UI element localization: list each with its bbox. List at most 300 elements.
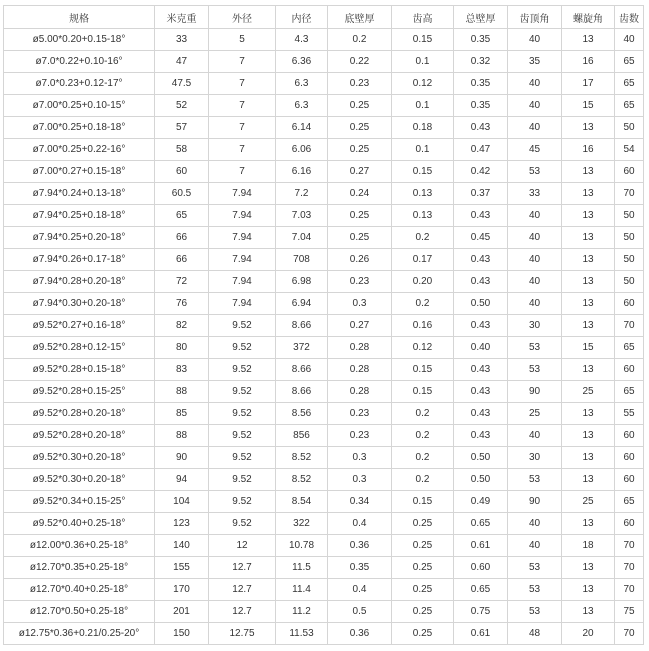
cell-tooth-height: 0.2 — [392, 403, 454, 425]
cell-inner-diameter: 11.2 — [276, 601, 328, 623]
cell-tooth-height: 0.2 — [392, 425, 454, 447]
cell-helix-angle: 13 — [562, 403, 615, 425]
cell-bottom-wall-thickness: 0.23 — [328, 425, 392, 447]
cell-tooth-apex-angle: 90 — [508, 491, 562, 513]
cell-bottom-wall-thickness: 0.3 — [328, 447, 392, 469]
cell-bottom-wall-thickness: 0.22 — [328, 51, 392, 73]
cell-tooth-apex-angle: 40 — [508, 29, 562, 51]
cell-total-wall-thickness: 0.65 — [454, 513, 508, 535]
cell-outer-diameter: 5 — [209, 29, 276, 51]
table-row — [4, 73, 644, 95]
cell-total-wall-thickness: 0.42 — [454, 161, 508, 183]
table-row — [4, 623, 644, 645]
cell-outer-diameter: 12.7 — [209, 601, 276, 623]
cell-bottom-wall-thickness: 0.27 — [328, 315, 392, 337]
cell-inner-diameter: 6.14 — [276, 117, 328, 139]
cell-spec: ø12.70*0.35+0.25-18° — [4, 557, 155, 579]
cell-helix-angle: 13 — [562, 315, 615, 337]
table-row — [4, 249, 644, 271]
cell-helix-angle: 13 — [562, 601, 615, 623]
cell-spec: ø7.94*0.25+0.20-18° — [4, 227, 155, 249]
cell-inner-diameter: 4.3 — [276, 29, 328, 51]
cell-inner-diameter: 8.66 — [276, 381, 328, 403]
cell-tooth-count: 50 — [615, 227, 644, 249]
cell-tooth-height: 0.12 — [392, 73, 454, 95]
cell-weight-per-meter: 155 — [155, 557, 209, 579]
cell-helix-angle: 16 — [562, 139, 615, 161]
table-row — [4, 51, 644, 73]
cell-tooth-apex-angle: 53 — [508, 557, 562, 579]
cell-tooth-height: 0.18 — [392, 117, 454, 139]
cell-tooth-count: 54 — [615, 139, 644, 161]
cell-tooth-count: 65 — [615, 73, 644, 95]
table-row — [4, 491, 644, 513]
cell-tooth-apex-angle: 45 — [508, 139, 562, 161]
cell-tooth-count: 60 — [615, 359, 644, 381]
cell-inner-diameter: 8.66 — [276, 359, 328, 381]
cell-total-wall-thickness: 0.43 — [454, 381, 508, 403]
cell-tooth-height: 0.2 — [392, 469, 454, 491]
cell-inner-diameter: 6.36 — [276, 51, 328, 73]
cell-total-wall-thickness: 0.32 — [454, 51, 508, 73]
cell-tooth-height: 0.13 — [392, 183, 454, 205]
cell-tooth-height: 0.16 — [392, 315, 454, 337]
cell-tooth-height: 0.25 — [392, 579, 454, 601]
cell-tooth-apex-angle: 40 — [508, 95, 562, 117]
cell-spec: ø7.94*0.28+0.20-18° — [4, 271, 155, 293]
cell-weight-per-meter: 66 — [155, 227, 209, 249]
cell-bottom-wall-thickness: 0.28 — [328, 359, 392, 381]
cell-inner-diameter: 8.56 — [276, 403, 328, 425]
cell-total-wall-thickness: 0.75 — [454, 601, 508, 623]
cell-outer-diameter: 7.94 — [209, 205, 276, 227]
cell-outer-diameter: 7 — [209, 73, 276, 95]
cell-tooth-count: 40 — [615, 29, 644, 51]
cell-weight-per-meter: 140 — [155, 535, 209, 557]
cell-helix-angle: 13 — [562, 161, 615, 183]
cell-tooth-count: 65 — [615, 337, 644, 359]
cell-tooth-apex-angle: 53 — [508, 601, 562, 623]
table-row — [4, 513, 644, 535]
cell-tooth-height: 0.15 — [392, 161, 454, 183]
cell-spec: ø9.52*0.28+0.12-15° — [4, 337, 155, 359]
table-row — [4, 601, 644, 623]
cell-helix-angle: 13 — [562, 29, 615, 51]
cell-total-wall-thickness: 0.50 — [454, 447, 508, 469]
cell-bottom-wall-thickness: 0.25 — [328, 205, 392, 227]
cell-tooth-count: 50 — [615, 205, 644, 227]
cell-outer-diameter: 9.52 — [209, 381, 276, 403]
cell-inner-diameter: 8.66 — [276, 315, 328, 337]
cell-helix-angle: 16 — [562, 51, 615, 73]
cell-weight-per-meter: 85 — [155, 403, 209, 425]
header-bottom-wall-thickness: 底壁厚 — [328, 6, 392, 29]
cell-spec: ø9.52*0.30+0.20-18° — [4, 469, 155, 491]
cell-tooth-height: 0.15 — [392, 491, 454, 513]
cell-weight-per-meter: 88 — [155, 425, 209, 447]
cell-total-wall-thickness: 0.47 — [454, 139, 508, 161]
cell-tooth-apex-angle: 35 — [508, 51, 562, 73]
cell-bottom-wall-thickness: 0.36 — [328, 623, 392, 645]
cell-total-wall-thickness: 0.43 — [454, 271, 508, 293]
cell-helix-angle: 13 — [562, 227, 615, 249]
cell-tooth-apex-angle: 53 — [508, 579, 562, 601]
cell-bottom-wall-thickness: 0.25 — [328, 227, 392, 249]
cell-tooth-count: 60 — [615, 161, 644, 183]
cell-bottom-wall-thickness: 0.5 — [328, 601, 392, 623]
header-row — [4, 6, 644, 29]
cell-inner-diameter: 11.5 — [276, 557, 328, 579]
cell-weight-per-meter: 76 — [155, 293, 209, 315]
cell-outer-diameter: 7 — [209, 139, 276, 161]
cell-bottom-wall-thickness: 0.23 — [328, 73, 392, 95]
cell-weight-per-meter: 60.5 — [155, 183, 209, 205]
cell-total-wall-thickness: 0.43 — [454, 205, 508, 227]
cell-inner-diameter: 6.98 — [276, 271, 328, 293]
header-inner-diameter: 内径 — [276, 6, 328, 29]
cell-weight-per-meter: 57 — [155, 117, 209, 139]
cell-bottom-wall-thickness: 0.23 — [328, 403, 392, 425]
cell-helix-angle: 13 — [562, 359, 615, 381]
table-row — [4, 271, 644, 293]
cell-weight-per-meter: 94 — [155, 469, 209, 491]
cell-bottom-wall-thickness: 0.24 — [328, 183, 392, 205]
table-row — [4, 381, 644, 403]
cell-helix-angle: 13 — [562, 205, 615, 227]
cell-tooth-count: 60 — [615, 447, 644, 469]
cell-tooth-apex-angle: 40 — [508, 513, 562, 535]
cell-helix-angle: 13 — [562, 249, 615, 271]
header-tooth-height: 齿高 — [392, 6, 454, 29]
cell-tooth-count: 50 — [615, 117, 644, 139]
cell-tooth-apex-angle: 30 — [508, 315, 562, 337]
header-tooth-apex-angle: 齿顶角 — [508, 6, 562, 29]
cell-spec: ø7.94*0.30+0.20-18° — [4, 293, 155, 315]
cell-weight-per-meter: 88 — [155, 381, 209, 403]
cell-outer-diameter: 9.52 — [209, 403, 276, 425]
cell-inner-diameter: 8.52 — [276, 447, 328, 469]
cell-helix-angle: 25 — [562, 381, 615, 403]
cell-tooth-height: 0.25 — [392, 513, 454, 535]
cell-weight-per-meter: 170 — [155, 579, 209, 601]
cell-spec: ø9.52*0.28+0.20-18° — [4, 403, 155, 425]
cell-outer-diameter: 9.52 — [209, 447, 276, 469]
cell-tooth-apex-angle: 90 — [508, 381, 562, 403]
cell-tooth-count: 70 — [615, 535, 644, 557]
cell-outer-diameter: 7.94 — [209, 271, 276, 293]
cell-inner-diameter: 11.4 — [276, 579, 328, 601]
cell-weight-per-meter: 150 — [155, 623, 209, 645]
cell-spec: ø9.52*0.27+0.16-18° — [4, 315, 155, 337]
cell-spec: ø7.94*0.26+0.17-18° — [4, 249, 155, 271]
cell-tooth-count: 50 — [615, 271, 644, 293]
cell-bottom-wall-thickness: 0.23 — [328, 271, 392, 293]
header-helix-angle: 螺旋角 — [562, 6, 615, 29]
cell-bottom-wall-thickness: 0.3 — [328, 469, 392, 491]
header-weight-per-meter: 米克重 — [155, 6, 209, 29]
cell-tooth-apex-angle: 40 — [508, 535, 562, 557]
table-row — [4, 557, 644, 579]
cell-outer-diameter: 7.94 — [209, 293, 276, 315]
cell-spec: ø12.75*0.36+0.21/0.25-20° — [4, 623, 155, 645]
cell-tooth-height: 0.25 — [392, 601, 454, 623]
cell-outer-diameter: 12 — [209, 535, 276, 557]
cell-weight-per-meter: 123 — [155, 513, 209, 535]
cell-tooth-height: 0.1 — [392, 139, 454, 161]
table-body — [4, 29, 644, 645]
header-total-wall-thickness: 总壁厚 — [454, 6, 508, 29]
cell-total-wall-thickness: 0.43 — [454, 315, 508, 337]
cell-weight-per-meter: 52 — [155, 95, 209, 117]
cell-inner-diameter: 6.3 — [276, 95, 328, 117]
cell-helix-angle: 15 — [562, 337, 615, 359]
table-row — [4, 227, 644, 249]
cell-tooth-height: 0.2 — [392, 293, 454, 315]
cell-bottom-wall-thickness: 0.4 — [328, 513, 392, 535]
table-row — [4, 359, 644, 381]
cell-outer-diameter: 7 — [209, 161, 276, 183]
cell-outer-diameter: 12.7 — [209, 557, 276, 579]
cell-weight-per-meter: 104 — [155, 491, 209, 513]
cell-tooth-count: 65 — [615, 51, 644, 73]
cell-tooth-apex-angle: 53 — [508, 337, 562, 359]
cell-bottom-wall-thickness: 0.35 — [328, 557, 392, 579]
cell-tooth-count: 60 — [615, 293, 644, 315]
cell-weight-per-meter: 33 — [155, 29, 209, 51]
cell-helix-angle: 13 — [562, 183, 615, 205]
cell-outer-diameter: 7.94 — [209, 183, 276, 205]
cell-tooth-count: 60 — [615, 469, 644, 491]
cell-helix-angle: 13 — [562, 469, 615, 491]
cell-weight-per-meter: 47.5 — [155, 73, 209, 95]
cell-tooth-apex-angle: 40 — [508, 293, 562, 315]
table-row — [4, 337, 644, 359]
cell-helix-angle: 13 — [562, 425, 615, 447]
cell-tooth-count: 60 — [615, 513, 644, 535]
cell-outer-diameter: 9.52 — [209, 491, 276, 513]
cell-total-wall-thickness: 0.37 — [454, 183, 508, 205]
table-row — [4, 117, 644, 139]
cell-helix-angle: 15 — [562, 95, 615, 117]
cell-tooth-apex-angle: 40 — [508, 117, 562, 139]
cell-bottom-wall-thickness: 0.25 — [328, 139, 392, 161]
table-row — [4, 425, 644, 447]
header-spec: 规格 — [4, 6, 155, 29]
cell-inner-diameter: 8.52 — [276, 469, 328, 491]
cell-tooth-height: 0.20 — [392, 271, 454, 293]
cell-inner-diameter: 7.03 — [276, 205, 328, 227]
cell-tooth-count: 70 — [615, 315, 644, 337]
cell-weight-per-meter: 65 — [155, 205, 209, 227]
cell-outer-diameter: 9.52 — [209, 337, 276, 359]
cell-total-wall-thickness: 0.65 — [454, 579, 508, 601]
cell-spec: ø7.00*0.25+0.18-18° — [4, 117, 155, 139]
cell-spec: ø9.52*0.34+0.15-25° — [4, 491, 155, 513]
cell-outer-diameter: 7 — [209, 95, 276, 117]
cell-inner-diameter: 11.53 — [276, 623, 328, 645]
cell-total-wall-thickness: 0.43 — [454, 403, 508, 425]
cell-spec: ø12.70*0.50+0.25-18° — [4, 601, 155, 623]
cell-tooth-height: 0.1 — [392, 95, 454, 117]
cell-total-wall-thickness: 0.35 — [454, 95, 508, 117]
cell-weight-per-meter: 90 — [155, 447, 209, 469]
cell-tooth-apex-angle: 33 — [508, 183, 562, 205]
cell-spec: ø7.94*0.24+0.13-18° — [4, 183, 155, 205]
cell-bottom-wall-thickness: 0.28 — [328, 381, 392, 403]
cell-helix-angle: 20 — [562, 623, 615, 645]
cell-total-wall-thickness: 0.43 — [454, 359, 508, 381]
cell-total-wall-thickness: 0.43 — [454, 249, 508, 271]
cell-tooth-height: 0.2 — [392, 227, 454, 249]
cell-tooth-height: 0.15 — [392, 381, 454, 403]
cell-spec: ø9.52*0.30+0.20-18° — [4, 447, 155, 469]
cell-total-wall-thickness: 0.35 — [454, 29, 508, 51]
cell-outer-diameter: 7 — [209, 117, 276, 139]
cell-outer-diameter: 12.7 — [209, 579, 276, 601]
cell-inner-diameter: 6.3 — [276, 73, 328, 95]
cell-spec: ø12.00*0.36+0.25-18° — [4, 535, 155, 557]
cell-tooth-apex-angle: 40 — [508, 249, 562, 271]
cell-bottom-wall-thickness: 0.4 — [328, 579, 392, 601]
cell-total-wall-thickness: 0.45 — [454, 227, 508, 249]
cell-tooth-count: 65 — [615, 491, 644, 513]
cell-inner-diameter: 8.54 — [276, 491, 328, 513]
cell-bottom-wall-thickness: 0.28 — [328, 337, 392, 359]
cell-bottom-wall-thickness: 0.34 — [328, 491, 392, 513]
cell-tooth-height: 0.2 — [392, 447, 454, 469]
header-outer-diameter: 外径 — [209, 6, 276, 29]
cell-outer-diameter: 9.52 — [209, 359, 276, 381]
cell-total-wall-thickness: 0.50 — [454, 293, 508, 315]
table-row — [4, 95, 644, 117]
cell-spec: ø7.00*0.25+0.10-15° — [4, 95, 155, 117]
cell-helix-angle: 13 — [562, 513, 615, 535]
cell-inner-diameter: 7.2 — [276, 183, 328, 205]
cell-inner-diameter: 6.94 — [276, 293, 328, 315]
cell-tooth-count: 70 — [615, 557, 644, 579]
cell-tooth-count: 50 — [615, 249, 644, 271]
cell-tooth-height: 0.1 — [392, 51, 454, 73]
cell-weight-per-meter: 47 — [155, 51, 209, 73]
cell-helix-angle: 13 — [562, 117, 615, 139]
cell-outer-diameter: 9.52 — [209, 513, 276, 535]
cell-tooth-apex-angle: 53 — [508, 161, 562, 183]
cell-bottom-wall-thickness: 0.3 — [328, 293, 392, 315]
cell-inner-diameter: 10.78 — [276, 535, 328, 557]
cell-outer-diameter: 7 — [209, 51, 276, 73]
cell-outer-diameter: 9.52 — [209, 425, 276, 447]
cell-helix-angle: 13 — [562, 579, 615, 601]
cell-tooth-apex-angle: 40 — [508, 73, 562, 95]
cell-helix-angle: 13 — [562, 271, 615, 293]
cell-total-wall-thickness: 0.49 — [454, 491, 508, 513]
table-row — [4, 29, 644, 51]
cell-bottom-wall-thickness: 0.36 — [328, 535, 392, 557]
cell-tooth-count: 60 — [615, 425, 644, 447]
cell-tooth-apex-angle: 30 — [508, 447, 562, 469]
cell-tooth-height: 0.25 — [392, 623, 454, 645]
cell-total-wall-thickness: 0.50 — [454, 469, 508, 491]
cell-tooth-height: 0.15 — [392, 359, 454, 381]
cell-tooth-count: 70 — [615, 183, 644, 205]
spec-table-container — [3, 5, 644, 645]
table-row — [4, 161, 644, 183]
cell-outer-diameter: 9.52 — [209, 469, 276, 491]
cell-spec: ø7.94*0.25+0.18-18° — [4, 205, 155, 227]
cell-spec: ø9.52*0.28+0.20-18° — [4, 425, 155, 447]
cell-bottom-wall-thickness: 0.25 — [328, 117, 392, 139]
cell-weight-per-meter: 72 — [155, 271, 209, 293]
cell-tooth-height: 0.25 — [392, 557, 454, 579]
cell-inner-diameter: 6.06 — [276, 139, 328, 161]
cell-helix-angle: 13 — [562, 447, 615, 469]
table-row — [4, 403, 644, 425]
cell-tooth-count: 55 — [615, 403, 644, 425]
cell-bottom-wall-thickness: 0.25 — [328, 95, 392, 117]
cell-helix-angle: 25 — [562, 491, 615, 513]
table-row — [4, 315, 644, 337]
cell-weight-per-meter: 80 — [155, 337, 209, 359]
table-row — [4, 469, 644, 491]
cell-helix-angle: 17 — [562, 73, 615, 95]
cell-inner-diameter: 856 — [276, 425, 328, 447]
cell-tooth-apex-angle: 40 — [508, 425, 562, 447]
cell-spec: ø7.0*0.23+0.12-17° — [4, 73, 155, 95]
cell-outer-diameter: 12.75 — [209, 623, 276, 645]
cell-tooth-apex-angle: 53 — [508, 359, 562, 381]
cell-tooth-apex-angle: 40 — [508, 205, 562, 227]
cell-spec: ø7.0*0.22+0.10-16° — [4, 51, 155, 73]
cell-spec: ø12.70*0.40+0.25-18° — [4, 579, 155, 601]
cell-outer-diameter: 7.94 — [209, 249, 276, 271]
cell-inner-diameter: 372 — [276, 337, 328, 359]
cell-bottom-wall-thickness: 0.2 — [328, 29, 392, 51]
cell-spec: ø7.00*0.25+0.22-16° — [4, 139, 155, 161]
cell-tooth-apex-angle: 40 — [508, 227, 562, 249]
cell-tooth-height: 0.25 — [392, 535, 454, 557]
cell-tooth-height: 0.12 — [392, 337, 454, 359]
cell-weight-per-meter: 60 — [155, 161, 209, 183]
table-row — [4, 183, 644, 205]
cell-tooth-count: 75 — [615, 601, 644, 623]
cell-bottom-wall-thickness: 0.26 — [328, 249, 392, 271]
header-tooth-count: 齿数 — [615, 6, 644, 29]
cell-tooth-apex-angle: 53 — [508, 469, 562, 491]
cell-inner-diameter: 708 — [276, 249, 328, 271]
cell-weight-per-meter: 66 — [155, 249, 209, 271]
table-row — [4, 139, 644, 161]
cell-tooth-count: 65 — [615, 381, 644, 403]
cell-spec: ø9.52*0.28+0.15-18° — [4, 359, 155, 381]
cell-total-wall-thickness: 0.40 — [454, 337, 508, 359]
cell-weight-per-meter: 201 — [155, 601, 209, 623]
cell-helix-angle: 13 — [562, 293, 615, 315]
table-row — [4, 205, 644, 227]
cell-weight-per-meter: 58 — [155, 139, 209, 161]
cell-helix-angle: 18 — [562, 535, 615, 557]
cell-total-wall-thickness: 0.43 — [454, 425, 508, 447]
cell-tooth-apex-angle: 25 — [508, 403, 562, 425]
table-header — [4, 6, 644, 29]
table-row — [4, 293, 644, 315]
cell-inner-diameter: 322 — [276, 513, 328, 535]
cell-helix-angle: 13 — [562, 557, 615, 579]
cell-total-wall-thickness: 0.61 — [454, 535, 508, 557]
cell-tooth-count: 65 — [615, 95, 644, 117]
cell-total-wall-thickness: 0.60 — [454, 557, 508, 579]
cell-spec: ø5.00*0.20+0.15-18° — [4, 29, 155, 51]
cell-spec: ø9.52*0.28+0.15-25° — [4, 381, 155, 403]
